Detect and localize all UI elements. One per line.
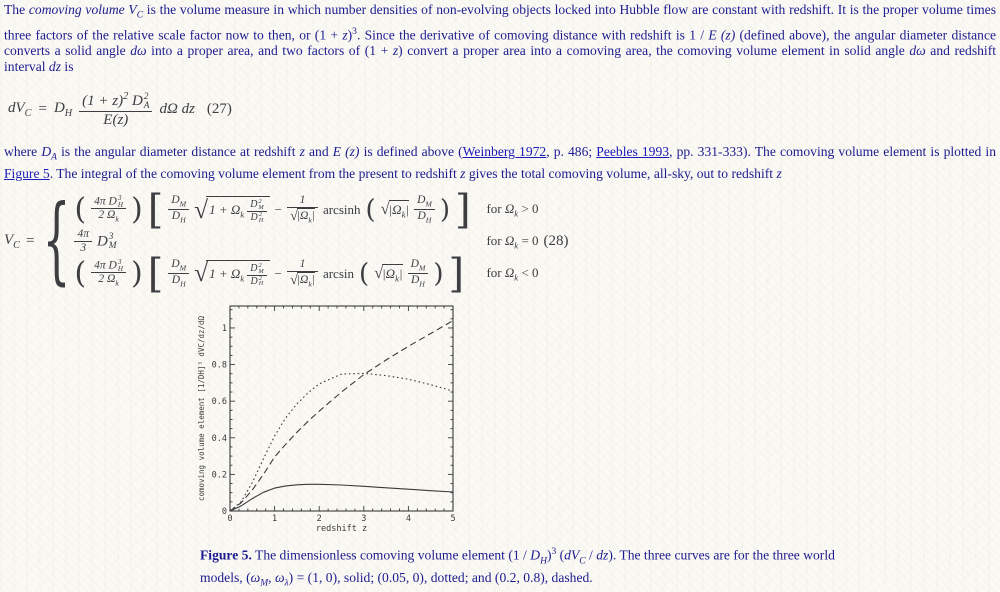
svg-text:0.6: 0.6 (211, 397, 227, 408)
equation-28: $V_C$ = { ( 4π D 3 H 2 $\Omega_k$ ) [ $\frac{D_M}{D_H}$ √ $1 + \Omega_k$ D 2 M D 2 H − 1 √ $|\Omega_k|$ arcsinh ( √ $|\Omega_k|$ $\frac{D_M}{D_H}$ ) ] for $\Omega_k > 0$ $\frac{4\pi}{3}$ D 3 M for $\Omega_k = 0$ ( 4π D 3 H 2 $\Omega_k$ ) [ $\frac{D_M}{D_H}$ √ $1 + \Omega_k$ D 2 M D 2 H − 1 √ $|\Omega_k|$ arcsin ( √ $|\Omega_k|$ $\frac{D_M}{D_H}$ ) ] for $\Omega_k < 0$ (28) (4, 185, 569, 297)
paragraph-comoving-volume: The comoving volume $V_C$ is the volume measure in which number densities of non-evolving objects locked into Hubble flow are constant with redshift. It is the proper volume times three factors of the relative scale factor now to then, or $(1 + z)^3$. Since the derivative of comoving distance with redshift is 1 / E (z) (defined above), the angular diameter distance converts a solid angle dω into a proper area, and two factors of (1 + z) convert a proper area into a comoving area, the comoving volume element in solid angle dω and redshift interval dz is (4, 2, 997, 75)
arcsinh-function: arcsinh (322, 201, 361, 217)
citation-link[interactable]: Weinberg 1972 (462, 144, 547, 160)
paragraph-volume-element: where $D_A$ is the angular diameter distance at redshift z and E (z) is defined above (Weinberg 1972, p. 486; Peebles 1993, pp. 331-333). The comoving volume element is plotted in Figure 5. The integral of the comoving volume element from the present to redshift z gives the total comoving volume, all-sky, out to redshift z (4, 144, 996, 182)
citation-link[interactable]: Peebles 1993 (596, 144, 670, 160)
svg-text:0: 0 (227, 514, 233, 525)
eq28-lhs: $V_C$ = (4, 232, 35, 252)
svg-text:1: 1 (272, 514, 278, 525)
eq27-lhs: $dV_C$ (8, 100, 32, 120)
eq27-hubble-distance: $D_H$ (53, 100, 73, 120)
case-flat-expression: $\frac{4\pi}{3}$ D 3 M (74, 228, 482, 255)
svg-text:comoving volume element [1/DH: comoving volume element [1/DH]³ dVC/dz/dΩ (197, 316, 206, 502)
svg-text:3: 3 (361, 514, 367, 525)
svg-text:redshift z: redshift z (315, 524, 368, 535)
eq27-differentials: dΩ dz (159, 101, 195, 118)
case-open-expression: ( 4π D 3 H 2 $\Omega_k$ ) [ $\frac{D_M}{D_H}$ √ $1 + \Omega_k$ D 2 M D 2 H − 1 √ $|\Omega_k|$ arcsinh ( √ $|\Omega_k|$ $\frac{D_M}{D_H}$ ) ] (74, 186, 471, 233)
svg-text:2: 2 (316, 514, 322, 525)
case-flat-condition: for $\Omega_k = 0$ (486, 232, 539, 251)
svg-text:0.8: 0.8 (211, 360, 227, 371)
svg-text:4: 4 (405, 514, 411, 525)
citation-link[interactable]: Figure 5 (4, 166, 50, 182)
svg-text:1: 1 (221, 324, 227, 335)
figure-5 (196, 299, 466, 539)
figure-5-plot (196, 299, 462, 539)
case-closed-expression: ( 4π D 3 H 2 $\Omega_k$ ) [ $\frac{D_M}{D_H}$ √ $1 + \Omega_k$ D 2 M D 2 H − 1 √ $|\Omega_k|$ arcsin ( √ $|\Omega_k|$ $\frac{D_M}{D_H}$ ) ] (74, 250, 465, 297)
svg-text:0.2: 0.2 (211, 470, 227, 481)
figure-5-caption: Figure 5. The dimensionless comoving volume element $(1 / D_H)^3$ $(dV_C / dz)$. The three curves are for the three world models, ($\omega_M$, $\omega_\lambda) = (1$, 0), solid; (0.05, 0), dotted; and (0.2, 0.8), dashed. (200, 547, 835, 589)
equation-number-27: (27) (206, 101, 232, 118)
case-closed-condition: for $\Omega_k < 0$ (486, 264, 539, 283)
arcsin-function: arcsin (322, 265, 354, 281)
equation-27 (8, 91, 1000, 128)
eq27-fraction: $(1 + z)^2$ D 2 A E(z) (79, 91, 152, 128)
svg-text:0.4: 0.4 (211, 433, 227, 444)
equation-number-28: (28) (543, 233, 569, 250)
piecewise-cases (74, 186, 539, 297)
equals-sign: = (38, 101, 47, 118)
case-open-condition: for $\Omega_k > 0$ (486, 200, 539, 219)
svg-text:5: 5 (450, 514, 456, 525)
svg-text:0: 0 (221, 507, 227, 518)
